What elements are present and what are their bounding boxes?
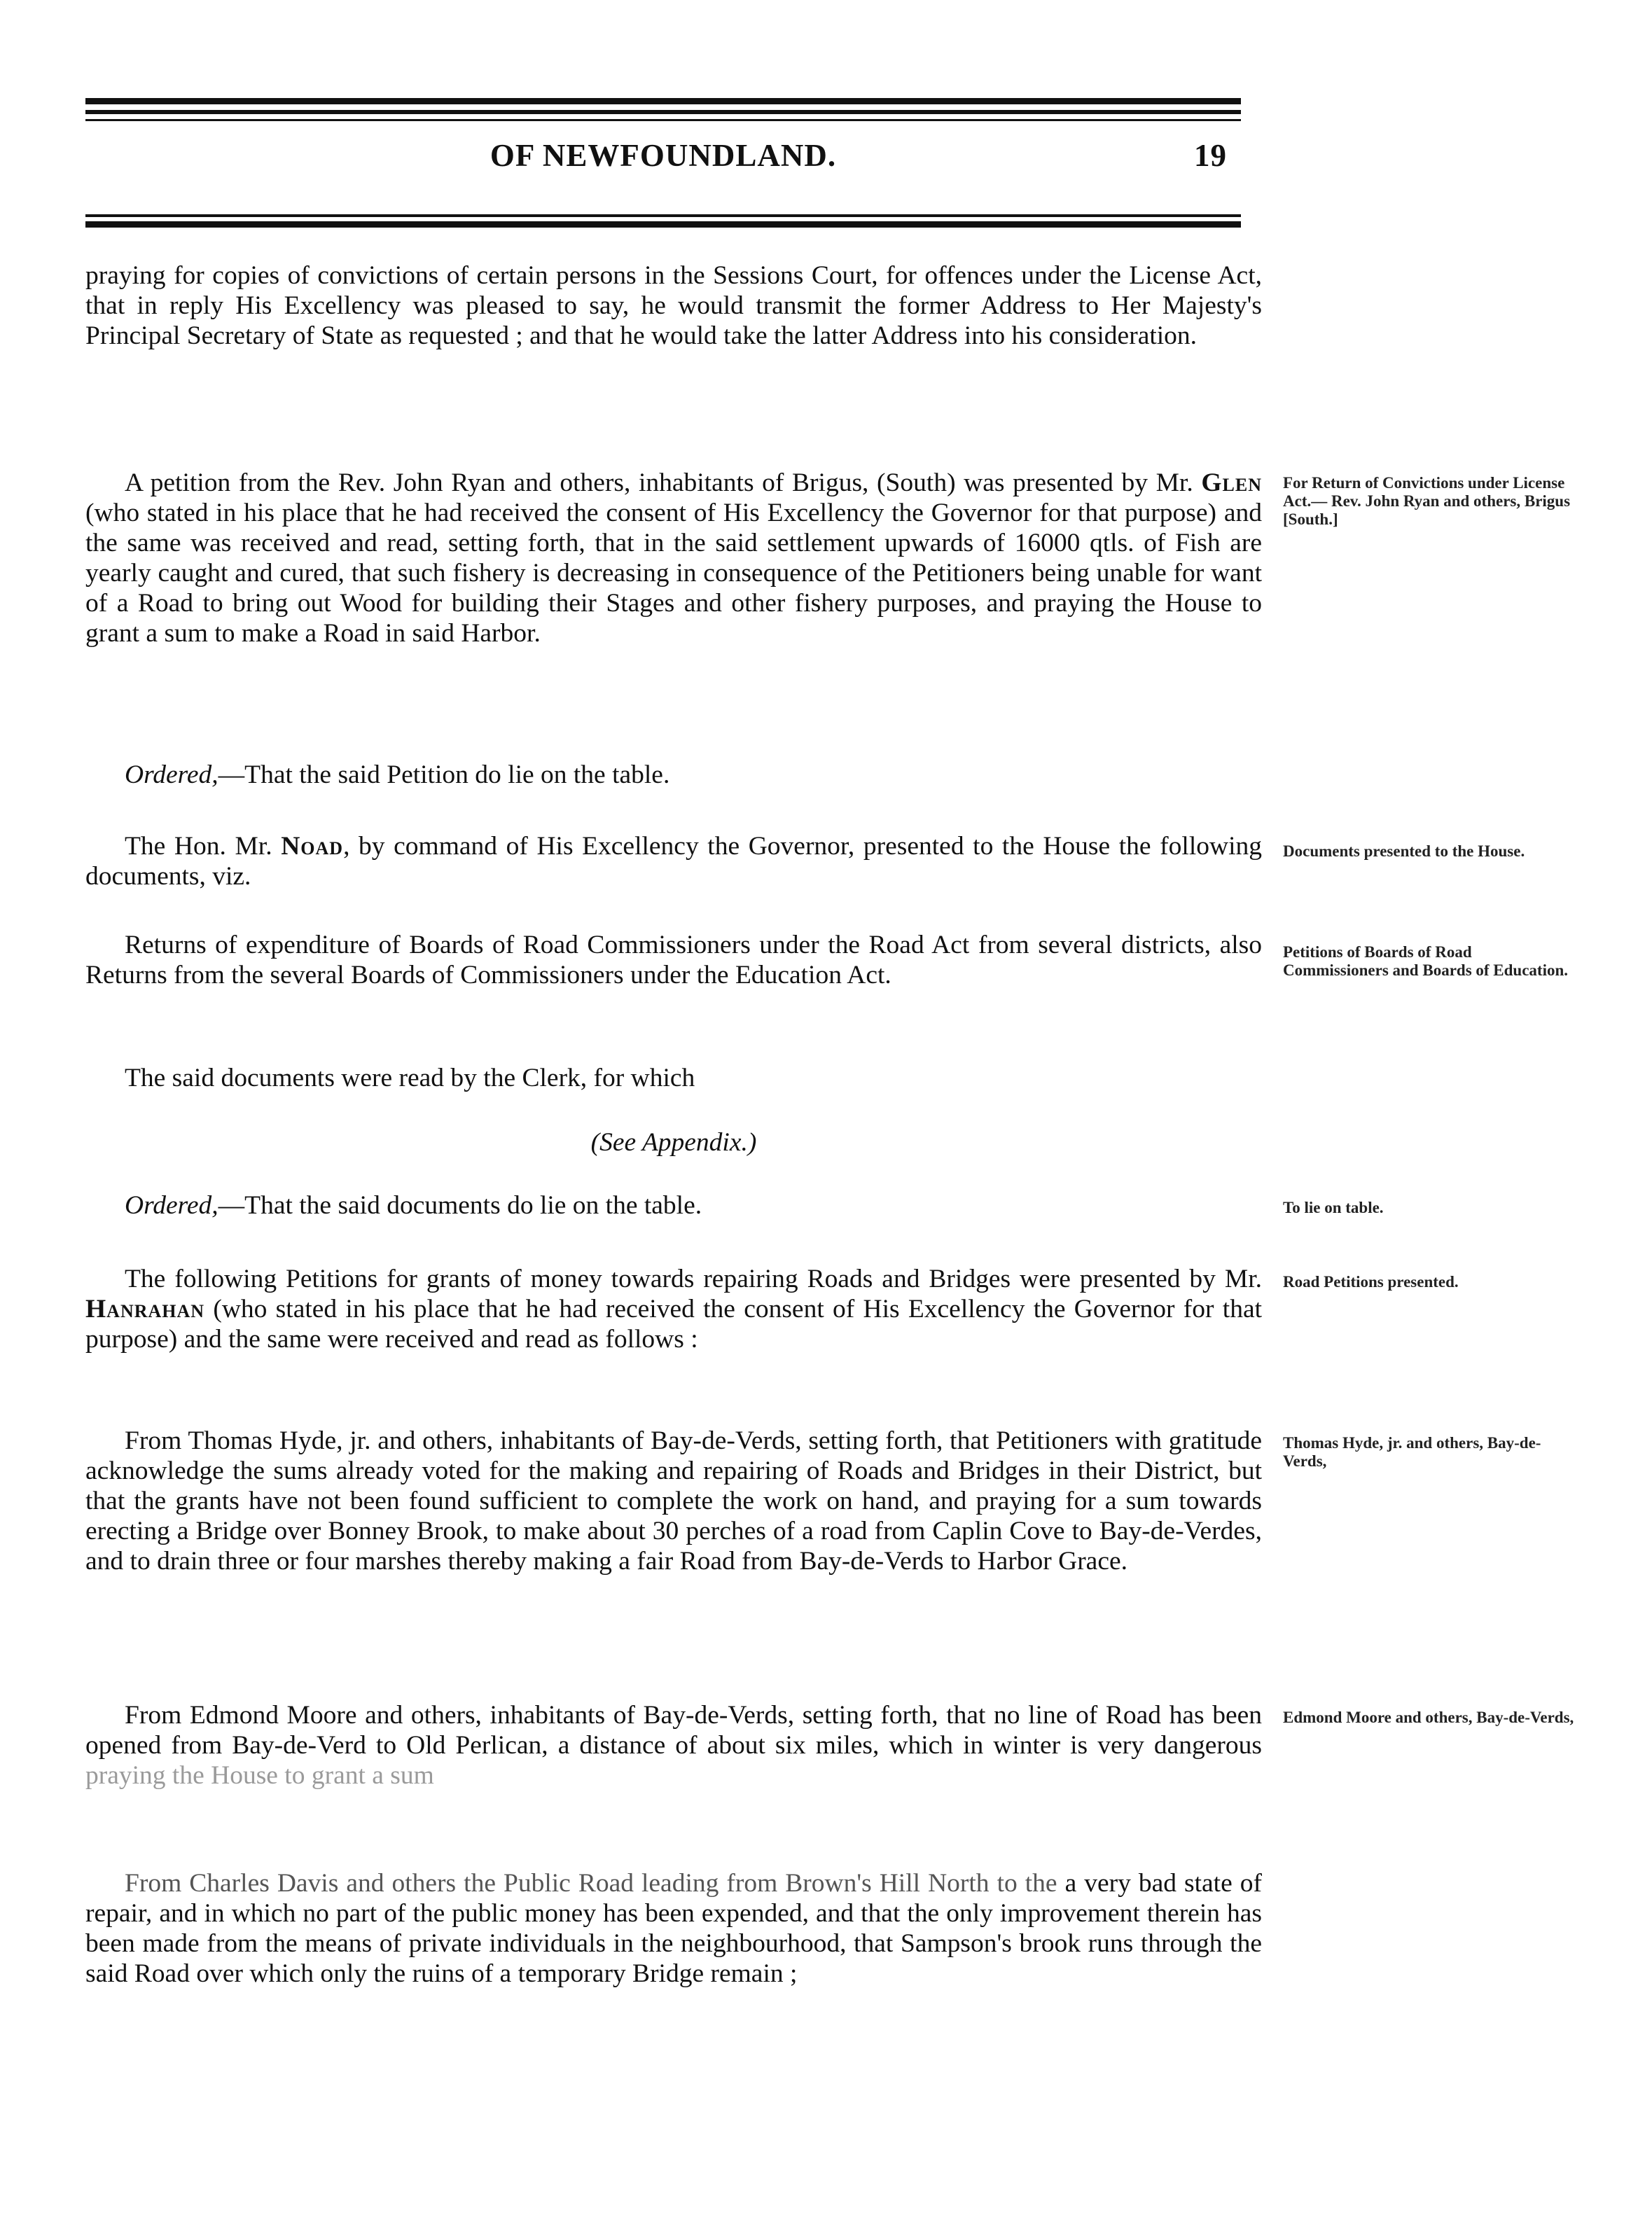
text-run: (who stated in his place that he had received the consent of His Excellency the Governor for that purpose) and the same was received and read, setting forth, that in the said settlement upwards of 16000 qtls. of Fish are yearly caught and cured, that such fishery is decreasing in consequence of the Petitioners being unable for want of a Road to bring out Wood for building their Stages and other fishery purposes, and praying the House to grant a sum to make a Road in said Harbor. (85, 499, 1262, 648)
paragraph-text: (See Appendix.) (590, 1128, 757, 1157)
paragraph-text (85, 760, 1262, 790)
paragraph-text (85, 468, 1262, 648)
running-head (85, 137, 1241, 179)
margin-note-thomas-hyde: Thomas Hyde, jr. and others, Bay-de-Verds, (1283, 1434, 1541, 1470)
paragraph-text (85, 1190, 1262, 1221)
text-run: (who stated in his place that he had received the consent of His Excellency the Governor for that purpose) and the same were received and read as follows : (85, 1295, 1263, 1354)
paragraph-edmond-moore (85, 1700, 1262, 1791)
header-rule-middle (85, 110, 1241, 114)
paragraph-text: From Thomas Hyde, jr. and others, inhabitants of Bay-de-Verds, setting forth, that Petitioners with gratitude acknowledge the sums already voted for the making and repairing of Roads and Bridges in their District, but that the grants have not been found sufficient to complete the work on hand, and praying for a sum towards erecting a Bridge over Bonney Brook, to make about 30 perches of a road from Caplin Cove to Bay-de-Verdes, and to drain three or four marshes thereby making a fair Road from Bay-de-Verds to Harbor Grace. (85, 1426, 1262, 1576)
member-name-hanrahan: Hanrahan (85, 1295, 205, 1323)
margin-note-documents: Documents presented to the House. (1283, 842, 1525, 860)
text-run: A petition from the Rev. John Ryan and others, inhabitants of Brigus, (South) was presented by Mr. (125, 468, 1193, 497)
text-run: —That the said Petition do lie on the table. (218, 760, 670, 789)
text-run: —That the said documents do lie on the table. (218, 1191, 702, 1220)
paragraph-text (85, 1264, 1262, 1354)
text-run: The Hon. Mr. (125, 832, 272, 861)
paragraph-ordered-petition (85, 760, 1262, 790)
paragraph-address-reply (85, 260, 1262, 351)
text-run: The following Petitions for grants of money towards repairing Roads and Bridges were presented by Mr. (125, 1265, 1262, 1293)
running-title: OF NEWFOUNDLAND. (490, 138, 837, 173)
header-rule-below-thick (85, 221, 1241, 228)
margin-note-road-petitions: Road Petitions presented. (1283, 1273, 1459, 1291)
paragraph-text: Returns of expenditure of Boards of Road Commissioners under the Road Act from several districts, also Returns from the several Boards of Commissioners under the Education Act. (85, 931, 1262, 989)
paragraph-text: praying for copies of convictions of certain persons in the Sessions Court, for offences under the License Act, that in reply His Excellency was pleased to say, he would transmit the former Address to Her Majesty's Principal Secretary of State as requested ; and that he would take the latter Address into his consideration. (85, 261, 1262, 350)
paragraph-text (85, 831, 1262, 891)
margin-note-boards: Petitions of Boards of Road Commissioners and Boards of Education. (1283, 943, 1569, 979)
text-run: , by command of His Excellency the Governor, presented to the House the following documents, viz. (85, 832, 1262, 891)
paragraph-charles-davis (85, 1868, 1262, 1989)
ordered-label: Ordered, (125, 760, 218, 789)
page-number: 19 (1194, 138, 1227, 173)
header-rule-thin (85, 119, 1241, 121)
paragraph-text (85, 1868, 1262, 1989)
paragraph-read-by-clerk (85, 1063, 1262, 1093)
paragraph-text (85, 1700, 1262, 1791)
paragraph-thomas-hyde (85, 1426, 1262, 1576)
margin-note-lie-on-table: To lie on table. (1283, 1199, 1384, 1216)
faded-text-run: From Charles Davis and others (125, 1869, 457, 1898)
member-name-glen: Glen (1201, 468, 1263, 497)
text-run: From Edmond Moore and others, inhabitants of Bay-de-Verds, setting forth, that no line of Road has been opened from Bay-de-Verd to Old Perlican, a distance of about six miles, which in winter is very dangerous (85, 1701, 1262, 1760)
text-run: a very bad state of repair, and in which no part of the public money has been expended, and that the only improvement therein has been made from the means of private individuals in the neighbourhood, that Sampson's brook runs through the said Road over which only the ruins of a temporary Bridge remain ; (85, 1869, 1262, 1988)
margin-note-convictions: For Return of Convictions under License Act.— Rev. John Ryan and others, Brigus [South.] (1283, 474, 1571, 528)
margin-note-edmond-moore: Edmond Moore and others, Bay-de-Verds, (1283, 1709, 1574, 1726)
paragraph-text: The said documents were read by the Clerk, for which (125, 1064, 695, 1092)
header-rule-thick (85, 98, 1241, 104)
member-name-noad: Noad (281, 832, 344, 861)
faded-text-run: the Public Road leading from Brown's Hill North to the (464, 1869, 1057, 1898)
paragraph-ordered-documents (85, 1190, 1262, 1221)
paragraph-road-petitions (85, 1264, 1262, 1354)
paragraph-returns (85, 930, 1262, 990)
paragraph-brigus-petition (85, 468, 1262, 648)
paragraph-noad-documents (85, 831, 1262, 891)
header-rule-below-thin (85, 214, 1241, 217)
appendix-reference (85, 1127, 1262, 1158)
faded-text-run: praying the House to grant a sum (85, 1761, 434, 1790)
ordered-label: Ordered, (125, 1191, 218, 1220)
